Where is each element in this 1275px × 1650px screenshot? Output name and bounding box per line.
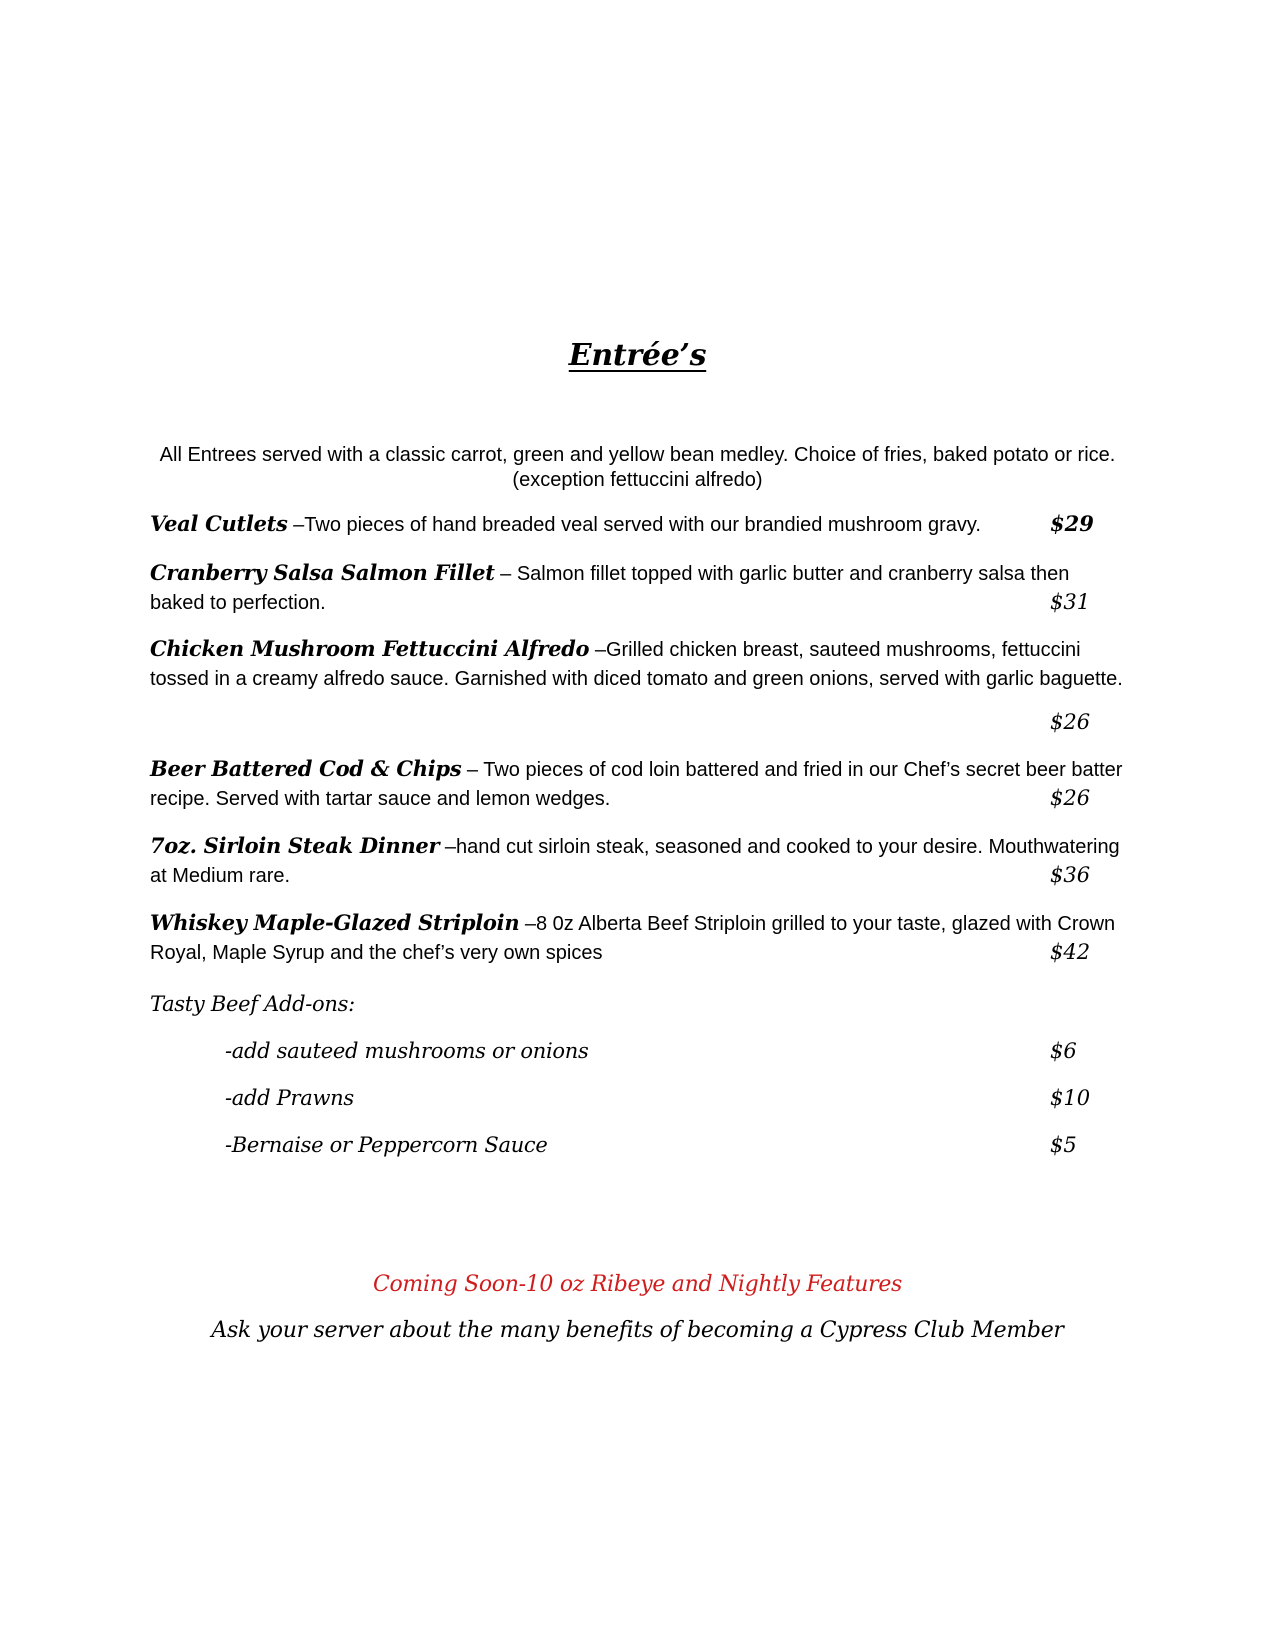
menu-item-description: 8 0z Alberta Beef Striploin grilled to your taste, glazed with Crown Royal, Maple Syrup and the chef’s very own spices bbox=[150, 913, 1116, 964]
menu-item-name: Beer Battered Cod & Chips bbox=[150, 756, 462, 781]
menu-item-separator: – bbox=[589, 639, 606, 661]
menu-item-sirloin-steak bbox=[150, 831, 1130, 891]
menu-item-description: Grilled chicken breast, sauteed mushrooms, fettuccini tossed in a creamy alfredo sauce. Garnished with diced tomato and green onions, served with garlic baguette. bbox=[150, 639, 1123, 690]
entrees-intro: All Entrees served with a classic carrot, green and yellow bean medley. Choice of fries, baked potato or rice. (exception fettuccini alfredo) bbox=[159, 444, 1116, 491]
addon-item-label: -add Prawns bbox=[225, 1086, 354, 1110]
menu-item-name: Cranberry Salsa Salmon Fillet bbox=[150, 560, 495, 585]
addons-heading: Tasty Beef Add-ons: bbox=[150, 992, 355, 1016]
menu-item-price: $42 bbox=[1050, 940, 1091, 964]
menu-item-name: Veal Cutlets bbox=[150, 511, 288, 536]
club-member-notice: Ask your server about the many benefits of becoming a Cypress Club Member bbox=[211, 1318, 1064, 1343]
menu-item-price: $29 bbox=[1050, 511, 1094, 536]
menu-item-name: Chicken Mushroom Fettuccini Alfredo bbox=[150, 636, 590, 661]
menu-item-price: $36 bbox=[1050, 863, 1091, 887]
menu-item-separator: – bbox=[519, 913, 536, 935]
addon-item-price: $5 bbox=[1050, 1133, 1077, 1157]
menu-item-description: hand cut sirloin steak, seasoned and cooked to your desire. Mouthwatering at Medium rare. bbox=[150, 836, 1120, 887]
menu-item-separator: – bbox=[287, 514, 305, 536]
coming-soon-notice: Coming Soon-10 oz Ribeye and Nightly Features bbox=[372, 1272, 903, 1297]
menu-item-name: 7oz. Sirloin Steak Dinner bbox=[150, 833, 440, 858]
menu-item-price: $26 bbox=[1050, 786, 1091, 810]
page-title: Entrée’s bbox=[568, 338, 707, 373]
menu-item-cod-chips bbox=[150, 754, 1130, 814]
menu-item-description: Salmon fillet topped with garlic butter and cranberry salsa then baked to perfection. bbox=[150, 563, 1070, 614]
menu-item-price: $26 bbox=[1050, 710, 1091, 734]
menu-item-separator: – bbox=[494, 563, 517, 585]
menu-item-salmon-fillet bbox=[150, 558, 1090, 618]
menu-item-separator: – bbox=[461, 759, 484, 781]
menu-item-striploin bbox=[150, 908, 1130, 968]
menu-item-separator: – bbox=[439, 836, 456, 858]
menu-item-description: Two pieces of hand breaded veal served with our brandied mushroom gravy. bbox=[304, 514, 981, 536]
menu-item-description: Two pieces of cod loin battered and fried in our Chef’s secret beer batter recipe. Served with tartar sauce and lemon wedges. bbox=[150, 759, 1123, 810]
addon-item-price: $6 bbox=[1050, 1039, 1077, 1063]
menu-item-price: $31 bbox=[1050, 590, 1091, 614]
menu-item-name: Whiskey Maple-Glazed Striploin bbox=[150, 910, 520, 935]
addon-item-label: -add sauteed mushrooms or onions bbox=[225, 1039, 589, 1063]
menu-item-veal-cutlets bbox=[150, 509, 1150, 540]
menu-item-fettuccini-alfredo bbox=[150, 634, 1130, 694]
addon-item-label: -Bernaise or Peppercorn Sauce bbox=[225, 1133, 548, 1157]
addon-item-price: $10 bbox=[1050, 1086, 1091, 1110]
